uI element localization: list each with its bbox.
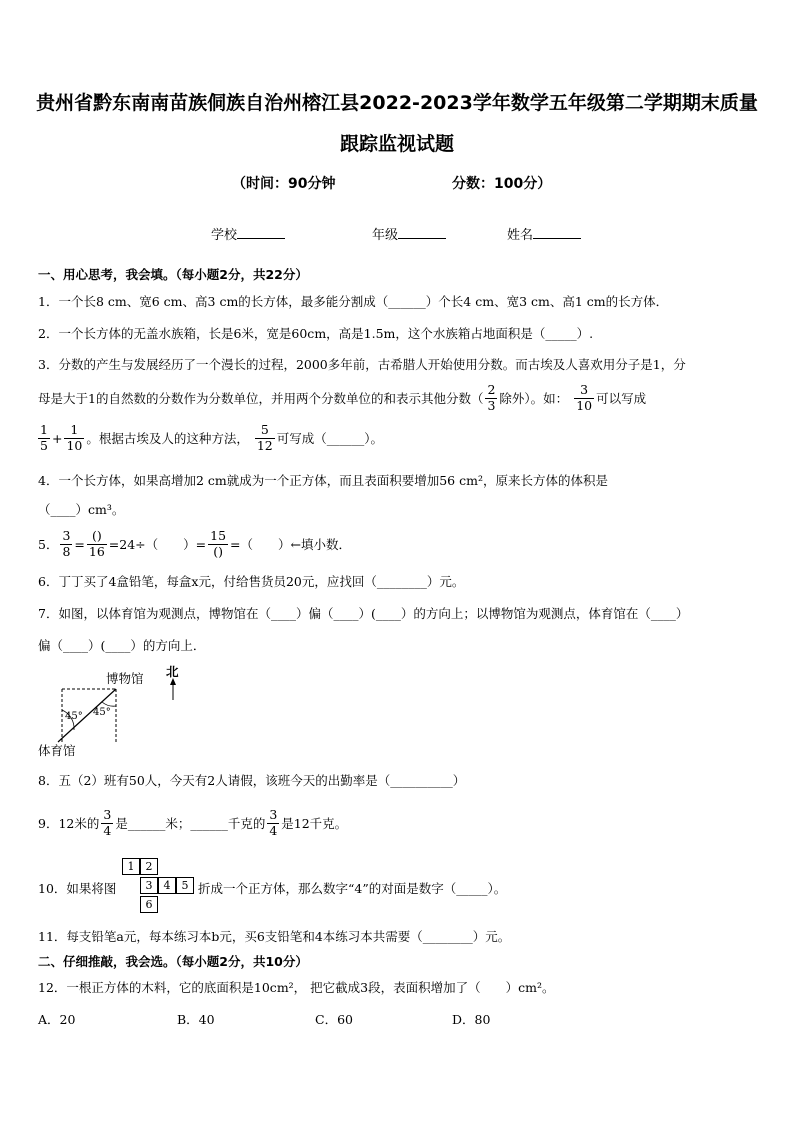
plus-sign: + xyxy=(51,430,63,446)
question-3-line2 xyxy=(38,380,646,416)
q3-text-c: 可以写成 xyxy=(596,391,647,406)
option-d[interactable]: D．80 xyxy=(452,1012,491,1027)
net-cell-1: 1 xyxy=(122,858,140,875)
cube-net xyxy=(122,858,202,914)
fraction-15-blank: $\frac{15}{()}$ xyxy=(210,528,227,559)
page-title: 贵州省黔东南南苗族侗族自治州榕江县2022-2023学年数学五年级第二学期期末质量 xyxy=(36,92,758,114)
question-9 xyxy=(38,803,347,843)
question-1: 1．一个长8 cm、宽6 cm、高3 cm的长方体，最多能分割成（______）个长4 cm、宽3 cm、高1 cm的长方体． xyxy=(38,294,669,309)
q3-text-d: 。根据古埃及人的这种方法， xyxy=(86,431,249,446)
option-b[interactable]: B．40 xyxy=(177,1012,215,1027)
grade-field xyxy=(372,224,446,243)
question-6: 6．丁丁买了4盒铅笔，每盒x元，付给售货员20元，应找回（________）元。 xyxy=(38,574,465,589)
fraction-1-5: $\frac{1}{5}$ xyxy=(40,422,48,453)
equals-sign: = xyxy=(74,536,85,552)
net-cell-4: 4 xyxy=(158,877,176,894)
option-c[interactable]: C．60 xyxy=(315,1012,353,1027)
q3-text-b: 除外）。如： xyxy=(499,391,569,406)
school-blank[interactable] xyxy=(237,238,285,239)
question-4-line2: （____）cm³。 xyxy=(38,502,125,517)
question-10-prefix: 10．如果将图 xyxy=(38,881,117,896)
question-2: 2．一个长方体的无盖水族箱，长是6米，宽是60cm，高是1.5m，这个水族箱占地面积是（_____）. xyxy=(38,326,594,341)
fraction-3-8: $\frac{3}{8}$ xyxy=(62,528,71,559)
net-cell-2: 2 xyxy=(140,858,158,875)
question-3-line1: 3．分数的产生与发展经历了一个漫长的过程，2000多年前，古希腊人开始使用分数。而古埃及人喜欢用分子是1，分 xyxy=(38,357,686,372)
fraction-5-12: $\frac{5}{12}$ xyxy=(256,422,273,453)
net-cell-3: 3 xyxy=(140,877,158,894)
net-cell-6: 6 xyxy=(140,896,158,913)
question-7-line1: 7．如图，以体育馆为观测点，博物馆在（____）偏（____）(____）的方向上；以博物馆为观测点，体育馆在（____） xyxy=(38,606,689,621)
label-museum: 博物馆 xyxy=(106,671,144,686)
net-cell-5: 5 xyxy=(176,877,194,894)
question-3-line3 xyxy=(38,420,383,456)
question-10-suffix: 折成一个正方体，那么数字“4”的对面是数字（_____）。 xyxy=(198,881,507,896)
name-field xyxy=(507,224,581,243)
score-label: 分数：100分） xyxy=(452,176,552,192)
angle-arc-2 xyxy=(102,702,116,706)
fraction-3-10: $\frac{3}{10}$ xyxy=(576,382,593,413)
question-7-line2: 偏（____）(____）的方向上． xyxy=(38,638,206,653)
fraction-3-4-b: $\frac{3}{4}$ xyxy=(269,807,278,838)
grade-label: 年级 xyxy=(372,228,399,243)
q3-text-e: 可写成（______）。 xyxy=(276,431,384,446)
q5-text-c: =（ ）←填小数． xyxy=(230,537,351,552)
question-11: 11．每支铅笔a元，每本练习本b元，买6支铅笔和4本练习本共需要（________）元。 xyxy=(38,929,511,944)
question-8: 8．五（2）班有50人，今天有2人请假，该班今天的出勤率是（__________） xyxy=(38,773,466,788)
q3-text-a: 母是大于1的自然数的分数作为分数单位，并用两个分数单位的和表示其他分数（ xyxy=(38,391,484,406)
name-blank[interactable] xyxy=(533,238,581,239)
question-5 xyxy=(38,526,351,562)
q9-text-b: 是______米；______千克的 xyxy=(115,816,266,831)
section-2-heading: 二、仔细推敲，我会选。（每小题2分，共10分） xyxy=(38,954,308,969)
q9-text-a: 9．12米的 xyxy=(38,816,100,831)
label-angle-2: 45° xyxy=(93,707,111,718)
q9-text-c: 是12千克。 xyxy=(281,816,348,831)
page-title-line2: 跟踪监视试题 xyxy=(339,133,454,155)
question-12: 12．一根正方体的木料，它的底面积是10cm²， 把它截成3段，表面积增加了（ ）cm²。 xyxy=(38,980,555,995)
school-label: 学校 xyxy=(211,228,238,243)
label-north: 北 xyxy=(166,664,179,679)
name-label: 姓名 xyxy=(507,228,534,243)
fraction-1-10: $\frac{1}{10}$ xyxy=(66,422,83,453)
time-label: （时间：90分钟 xyxy=(232,176,336,192)
label-gym: 体育馆 xyxy=(38,743,76,758)
fraction-2-3: $\frac{2}{3}$ xyxy=(487,382,496,413)
question-4-line1: 4．一个长方体，如果高增加2 cm就成为一个正方体，而且表面积要增加56 cm²，原来长方体的体积是 xyxy=(38,473,608,488)
option-a[interactable]: A．20 xyxy=(38,1012,76,1027)
fraction-blank-16: $\frac{()}{16}$ xyxy=(88,528,105,559)
school-field xyxy=(211,224,285,243)
q5-number: 5． xyxy=(38,537,59,552)
fraction-3-4-a: $\frac{3}{4}$ xyxy=(103,807,112,838)
label-angle-1: 45° xyxy=(65,711,83,722)
q5-text-b: =24÷（ ）= xyxy=(108,537,207,552)
grade-blank[interactable] xyxy=(398,238,446,239)
section-1-heading: 一、用心思考，我会填。（每小题2分，共22分） xyxy=(38,267,308,282)
